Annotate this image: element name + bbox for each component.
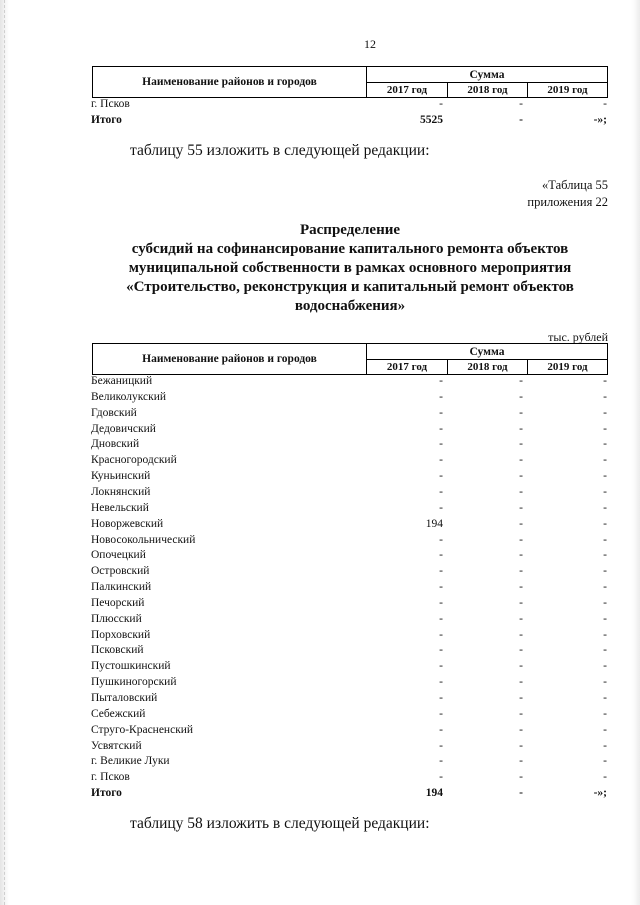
value-2019: - — [603, 470, 607, 483]
value-2018: - — [519, 755, 523, 768]
table-row — [0, 517, 640, 533]
value-2018: - — [519, 454, 523, 467]
total-label: Итого — [91, 113, 122, 126]
district-name: Гдовский — [91, 406, 137, 419]
table-row — [0, 548, 640, 564]
value-2019: - — [603, 501, 607, 514]
district-name: Дновский — [91, 438, 140, 451]
value-2017: - — [439, 596, 443, 609]
value-2017: 194 — [425, 517, 443, 530]
value-2018: - — [519, 517, 523, 530]
value-2019: - — [603, 596, 607, 609]
district-name: Псковский — [91, 644, 144, 657]
value-2018: - — [519, 565, 523, 578]
value-2018: - — [519, 549, 523, 562]
value-2019: - — [603, 676, 607, 689]
table-row — [0, 691, 640, 707]
district-name: Невельский — [91, 501, 149, 514]
table-row — [0, 406, 640, 422]
value-2018: - — [519, 771, 523, 784]
value-2017: - — [439, 660, 443, 673]
value-2017: - — [439, 549, 443, 562]
district-name: Красногородский — [91, 454, 177, 467]
table-row — [0, 374, 640, 390]
column-header-2018: 2018 год — [447, 83, 527, 97]
value-2017: - — [439, 390, 443, 403]
value-2017: - — [439, 581, 443, 594]
table-row — [0, 469, 640, 485]
value-2017: - — [439, 628, 443, 641]
value-2017: - — [439, 422, 443, 435]
column-header-2017: 2017 год — [386, 361, 428, 373]
column-header-sum: Сумма — [367, 67, 607, 83]
table-row — [0, 97, 640, 113]
table-row — [0, 580, 640, 596]
value-2019: - — [603, 692, 607, 704]
value-2018: - — [519, 660, 523, 673]
district-name: г. Псков — [91, 771, 130, 784]
value-2017: - — [439, 501, 443, 514]
value-2017: - — [439, 739, 443, 752]
value-2019: - — [603, 549, 607, 562]
table-row — [0, 675, 640, 691]
district-name: Новосокольнический — [91, 533, 196, 546]
value-2018: - — [519, 692, 523, 704]
district-name: Пушкиногорский — [91, 676, 177, 689]
district-name: Пустошкинский — [91, 660, 171, 673]
value-2019: - — [603, 771, 607, 784]
district-name: г. Псков — [91, 98, 130, 110]
district-name: Порховский — [91, 628, 151, 641]
value-2017: - — [439, 644, 443, 657]
value-2018: - — [519, 533, 523, 546]
value-2019: -»; — [593, 113, 607, 126]
value-2018: - — [519, 501, 523, 514]
district-name: Палкинский — [91, 581, 152, 594]
column-header-2018: 2018 год — [447, 360, 527, 374]
district-name: Пыталовский — [91, 692, 158, 704]
value-2017: - — [439, 676, 443, 689]
value-2018: - — [519, 676, 523, 689]
title-line-3: муниципальной собственности в рамках основного мероприятия — [128, 260, 572, 276]
value-2018: - — [519, 113, 523, 126]
value-2019: - — [603, 565, 607, 578]
title-line-1: Распределение — [299, 222, 401, 238]
value-2017: - — [439, 692, 443, 704]
value-2017: - — [439, 485, 443, 498]
value-2017: - — [439, 612, 443, 625]
district-name: Новоржевский — [91, 517, 164, 530]
table-row — [0, 596, 640, 612]
value-2018: - — [519, 470, 523, 483]
value-2018: - — [519, 628, 523, 641]
value-2017: - — [439, 375, 443, 387]
table-row — [0, 501, 640, 517]
value-2019: - — [603, 644, 607, 657]
value-2018: - — [519, 406, 523, 419]
value-2019: - — [603, 660, 607, 673]
value-2019: - — [603, 723, 607, 736]
value-2018: - — [519, 375, 523, 387]
value-2019: - — [603, 628, 607, 641]
value-2018: - — [519, 390, 523, 403]
table-row — [0, 422, 640, 438]
value-2018: - — [519, 438, 523, 451]
table-reference-line-1: «Таблица 55 — [542, 178, 608, 192]
value-2018: - — [519, 422, 523, 435]
value-2019: - — [603, 485, 607, 498]
value-2018: - — [519, 644, 523, 657]
column-header-2019: 2019 год — [527, 83, 607, 97]
value-2017: - — [439, 707, 443, 720]
value-2018: - — [519, 707, 523, 720]
value-2019: - — [603, 755, 607, 768]
table-row — [0, 659, 640, 675]
value-2017: - — [439, 454, 443, 467]
value-2017: - — [439, 438, 443, 451]
district-name: Локнянский — [91, 485, 151, 498]
value-2019: - — [603, 422, 607, 435]
column-header-name: Наименование районов и городов — [93, 67, 367, 97]
value-2019: - — [603, 98, 607, 110]
table-row — [0, 453, 640, 469]
table-row — [0, 390, 640, 406]
value-2017: - — [439, 470, 443, 483]
value-2019: - — [603, 739, 607, 752]
table-top-header — [92, 66, 608, 98]
column-header-2019: 2019 год — [527, 360, 607, 374]
table-row — [0, 564, 640, 580]
district-name: Островский — [91, 565, 150, 578]
value-2018: - — [519, 98, 523, 110]
value-2018: - — [519, 723, 523, 736]
table-row — [0, 612, 640, 628]
value-2019: -»; — [593, 787, 607, 800]
value-2019: - — [603, 438, 607, 451]
instruction-paragraph-2: таблицу 58 изложить в следующей редакции: — [130, 815, 430, 832]
table-reference-line-2: приложения 22 — [527, 195, 608, 209]
district-name: Плюсский — [91, 612, 142, 625]
district-name: Опочецкий — [91, 549, 146, 562]
value-2018: - — [519, 596, 523, 609]
value-2019: - — [603, 390, 607, 403]
total-row — [0, 786, 640, 802]
value-2019: - — [603, 581, 607, 594]
column-header-2017: 2017 год — [386, 84, 428, 96]
value-2019: - — [603, 375, 607, 387]
value-2018: - — [519, 581, 523, 594]
table-row — [0, 770, 640, 786]
table-row — [0, 437, 640, 453]
table-row — [0, 485, 640, 501]
value-2019: - — [603, 406, 607, 419]
table-row — [0, 533, 640, 549]
column-header-name: Наименование районов и городов — [93, 344, 367, 374]
total-label: Итого — [91, 787, 122, 800]
value-2019: - — [603, 707, 607, 720]
table-main-header — [92, 343, 608, 375]
table-row — [0, 628, 640, 644]
district-name: Куньинский — [91, 470, 151, 483]
title-line-2: субсидий на софинансирование капитального ремонта объектов — [131, 241, 569, 257]
district-name: г. Великие Луки — [91, 755, 170, 768]
value-2018: - — [519, 787, 523, 800]
instruction-paragraph-1: таблицу 55 изложить в следующей редакции: — [130, 142, 430, 159]
value-2019: - — [603, 517, 607, 530]
value-2017: 194 — [425, 787, 443, 800]
table-row — [0, 739, 640, 755]
value-2019: - — [603, 454, 607, 467]
value-2017: - — [439, 723, 443, 736]
total-row — [0, 113, 640, 129]
title-line-4: «Строительство, реконструкция и капитальный ремонт объектов — [126, 279, 574, 295]
value-2019: - — [603, 612, 607, 625]
value-2017: - — [439, 98, 443, 110]
district-name: Печорский — [91, 596, 145, 609]
column-header-sum: Сумма — [367, 344, 607, 360]
table-row — [0, 707, 640, 723]
table-row — [0, 643, 640, 659]
value-2017: - — [439, 565, 443, 578]
district-name: Усвятский — [91, 739, 142, 752]
value-2017: - — [439, 755, 443, 768]
units-label: тыс. рублей — [548, 330, 608, 344]
district-name: Великолукский — [91, 390, 167, 403]
title-line-5: водоснабжения» — [294, 298, 406, 314]
district-name: Бежаницкий — [91, 375, 153, 387]
value-2018: - — [519, 485, 523, 498]
district-name: Струго-Красненский — [91, 723, 194, 736]
district-name: Дедовичский — [91, 422, 156, 435]
value-2018: - — [519, 739, 523, 752]
table-row — [0, 754, 640, 770]
value-2017: - — [439, 533, 443, 546]
value-2017: 5525 — [420, 113, 443, 126]
district-name: Себежский — [91, 707, 146, 720]
table-row — [0, 723, 640, 739]
value-2018: - — [519, 612, 523, 625]
value-2019: - — [603, 533, 607, 546]
value-2017: - — [439, 771, 443, 784]
page-number: 12 — [364, 37, 376, 51]
value-2017: - — [439, 406, 443, 419]
